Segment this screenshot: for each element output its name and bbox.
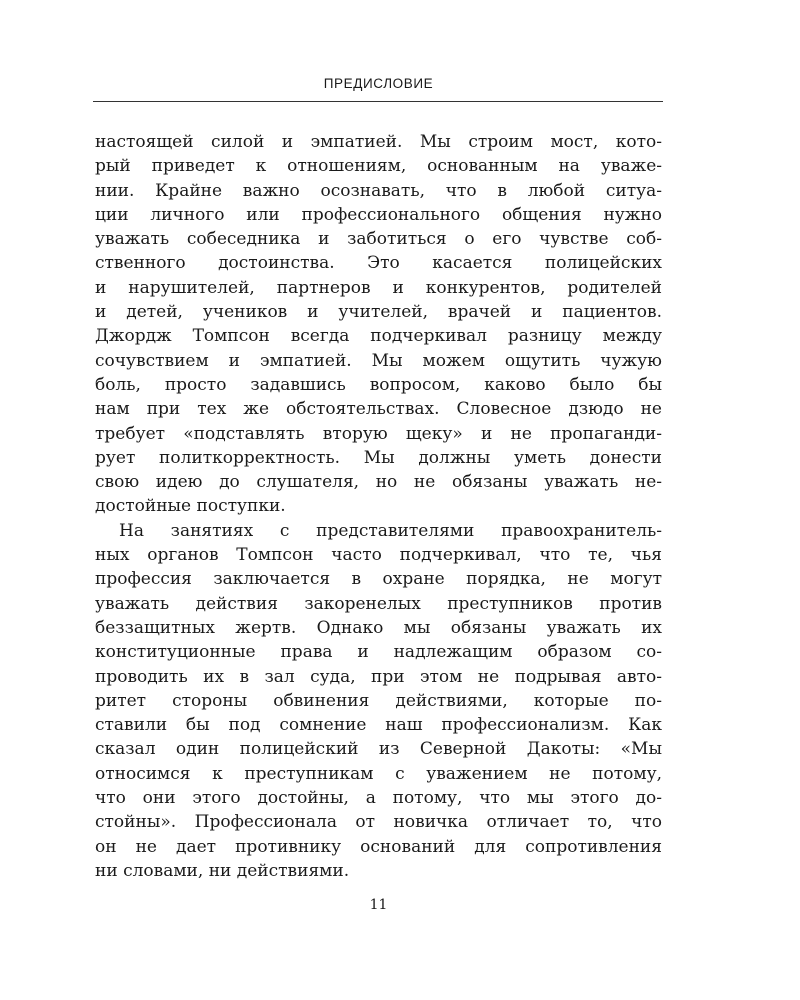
text-line: ставили бы под сомнение наш профессионализм. Как — [95, 715, 662, 736]
text-line: уважать собеседника и заботиться о его чувстве соб- — [95, 229, 662, 250]
text-line: достойные поступки. — [95, 496, 286, 517]
text-line: беззащитных жертв. Однако мы обязаны уважать их — [95, 617, 662, 638]
text-line: он не дает противнику оснований для сопротивления — [95, 836, 662, 857]
text-line: стойны». Профессионала от новичка отличает то, что — [95, 812, 662, 833]
text-line: рый приведет к отношениям, основанным на уваже- — [95, 156, 662, 177]
text-line: свою идею до слушателя, но не обязаны уважать не- — [95, 472, 662, 493]
body-text — [95, 130, 662, 883]
text-line: На занятиях с представителями правоохранитель- — [119, 520, 662, 541]
text-line: боль, просто задавшись вопросом, каково было бы — [95, 374, 662, 395]
text-line: относимся к преступникам с уважением не потому, — [95, 763, 662, 784]
page-header: ПРЕДИСЛОВИЕ — [323, 76, 434, 91]
text-line: ритет стороны обвинения действиями, которые по- — [95, 690, 662, 711]
text-line: ных органов Томпсон часто подчеркивал, что те, чья — [95, 545, 662, 566]
paragraph-1 — [95, 130, 662, 519]
text-line: нии. Крайне важно осознавать, что в любой ситуа- — [95, 180, 662, 201]
text-line: профессия заключается в охране порядка, не могут — [95, 569, 662, 590]
text-line: и нарушителей, партнеров и конкурентов, родителей — [95, 277, 662, 298]
text-line: конституционные права и надлежащим образом со- — [95, 642, 662, 663]
text-line: уважать действия закоренелых преступников против — [95, 593, 662, 614]
text-line: сказал один полицейский из Северной Дакоты: «Мы — [95, 739, 662, 760]
text-line: ственного достоинства. Это касается полицейских — [95, 253, 662, 274]
text-line: сочувствием и эмпатией. Мы можем ощутить чужую — [95, 350, 662, 371]
text-line: требует «подставлять вторую щеку» и не пропаганди- — [95, 423, 662, 444]
text-line: настоящей силой и эмпатией. Мы строим мост, кото- — [95, 132, 662, 152]
page-number: 11 — [369, 897, 388, 913]
paragraph-2 — [95, 519, 662, 883]
text-line: и детей, учеников и учителей, врачей и пациентов. — [95, 302, 662, 323]
text-line: рует политкорректность. Мы должны уметь донести — [95, 447, 662, 468]
text-line: Джордж Томпсон всегда подчеркивал разницу между — [95, 326, 662, 347]
text-line: ции личного или профессионального общения нужно — [95, 204, 662, 225]
text-line: нам при тех же обстоятельствах. Словесное дзюдо не — [95, 399, 662, 420]
text-line: проводить их в зал суда, при этом не подрывая авто- — [95, 666, 662, 687]
text-line: что они этого достойны, а потому, что мы этого до- — [95, 788, 662, 809]
text-line: ни словами, ни действиями. — [95, 860, 350, 881]
header-rule — [93, 101, 663, 102]
